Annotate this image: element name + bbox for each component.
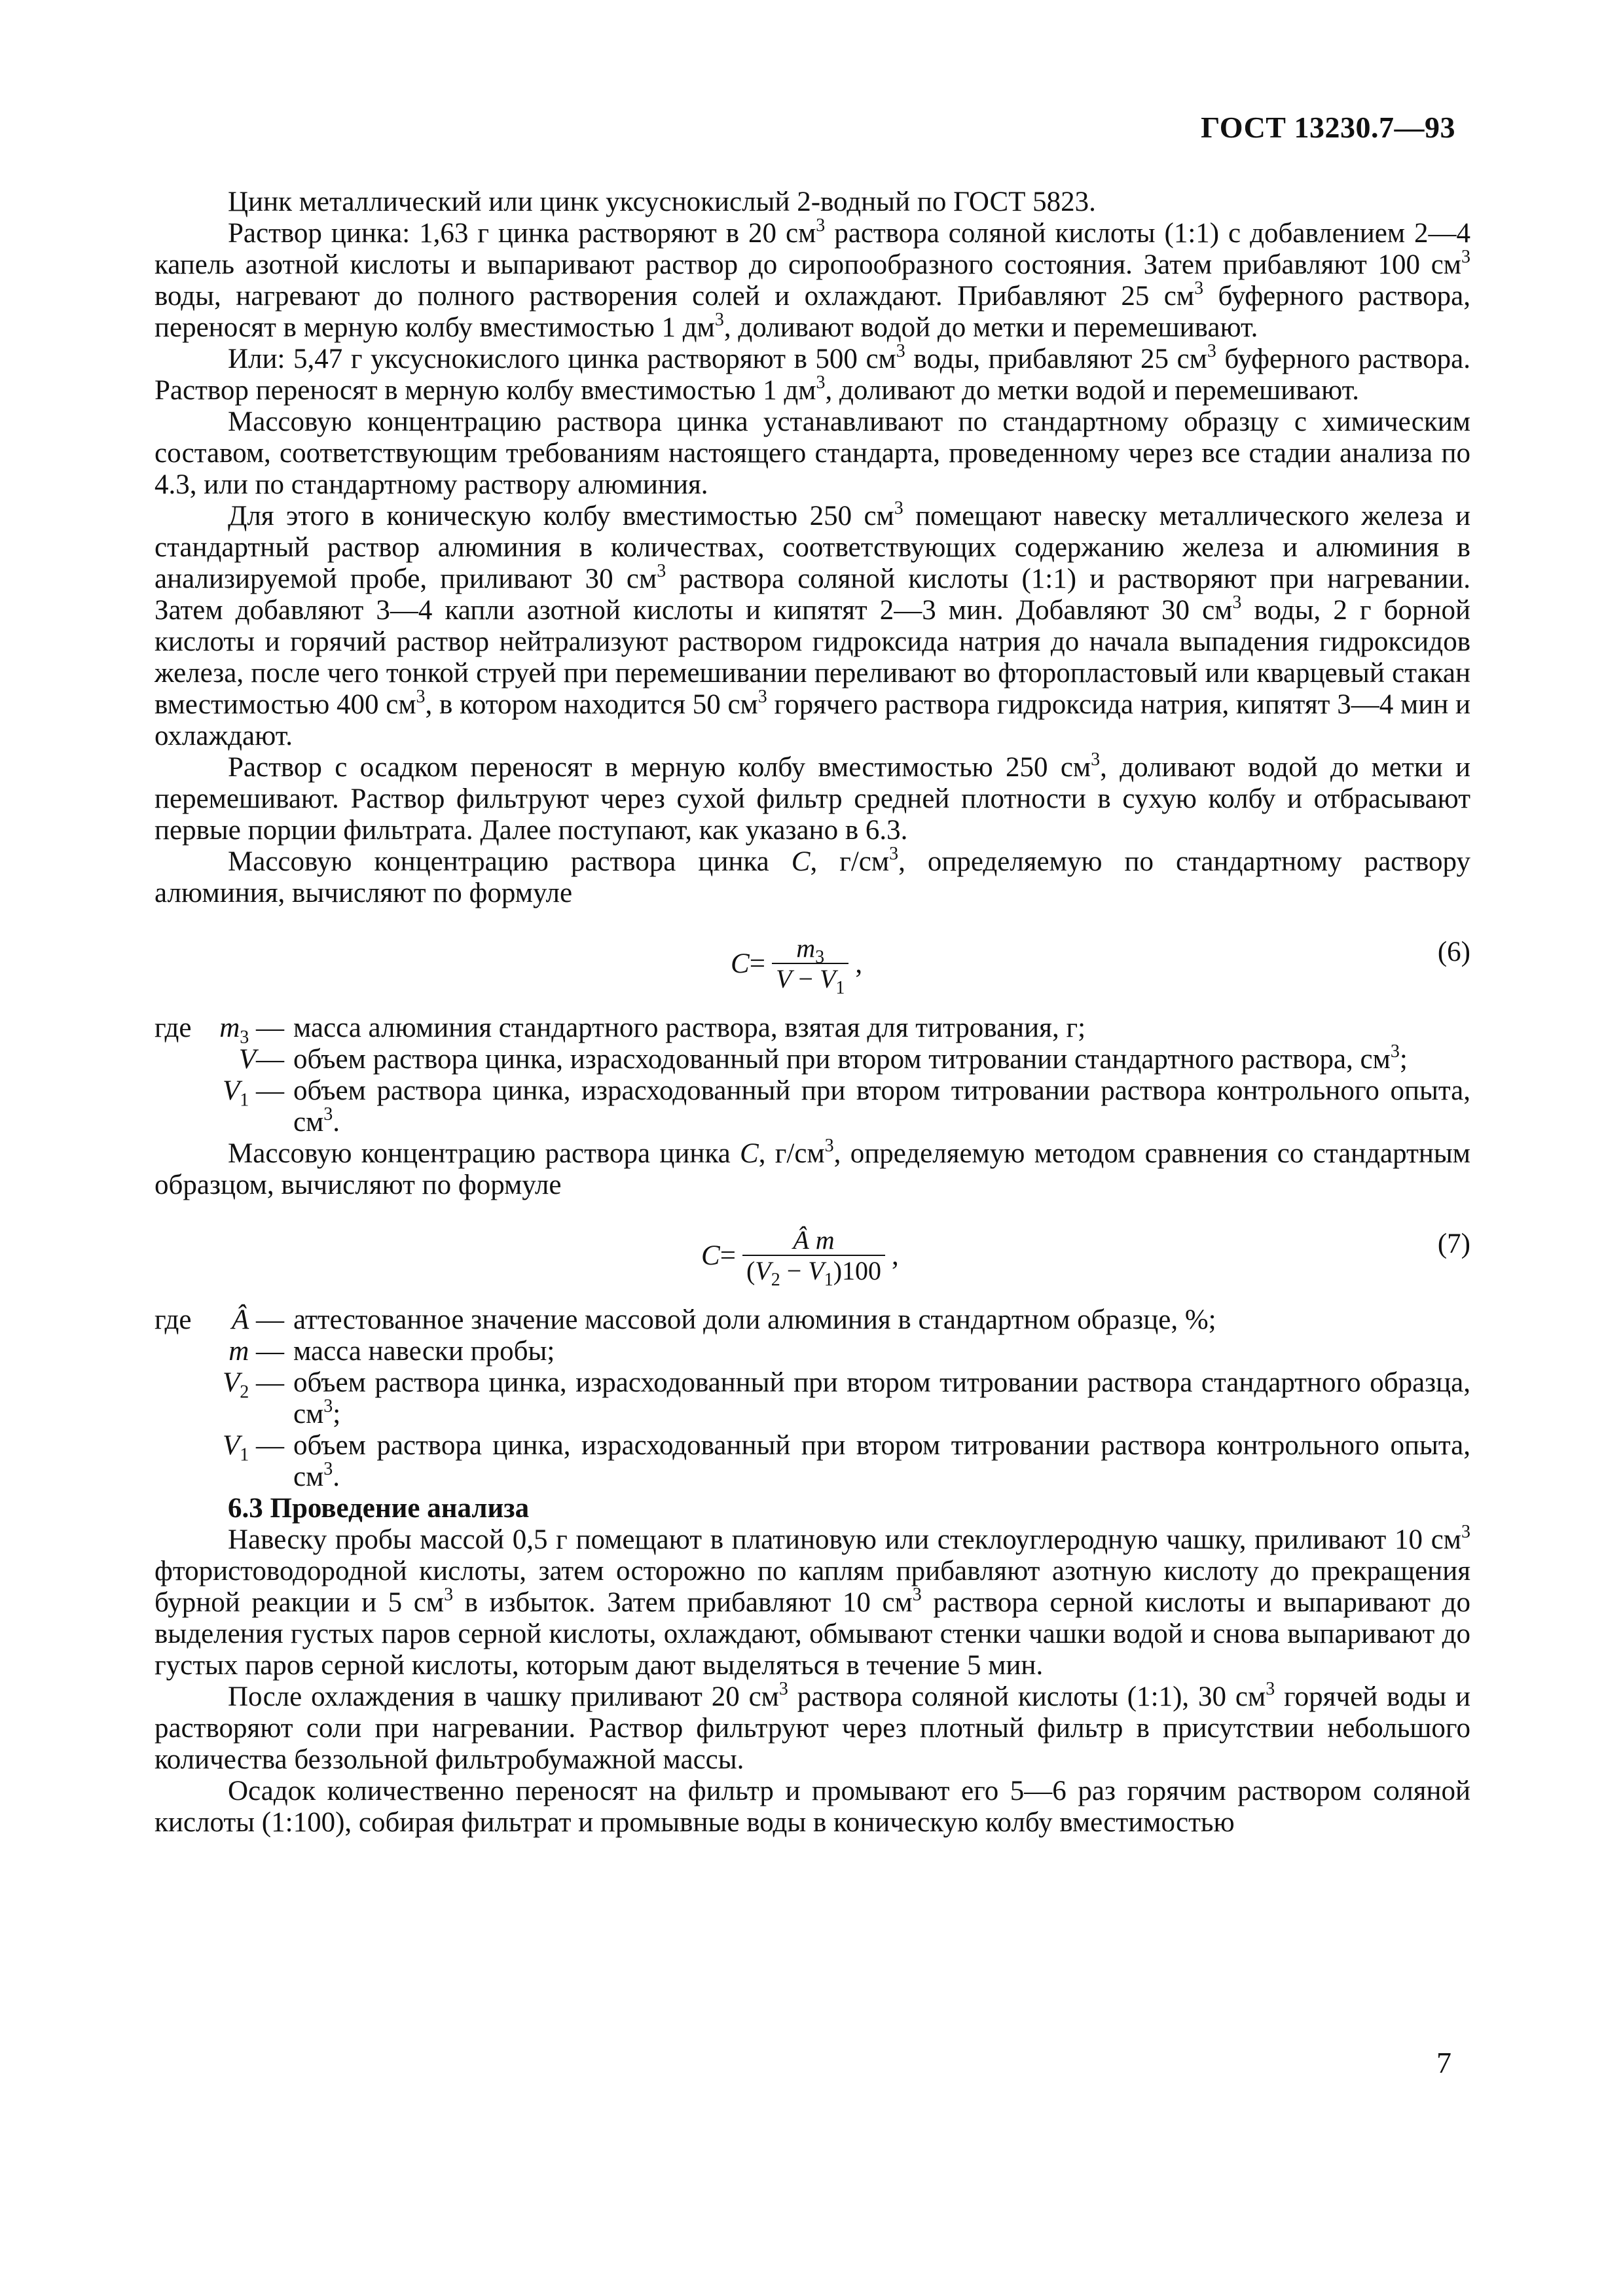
legend-row: где Â — аттестованное значение массовой доли алюминия в стандартном образце, %; [155, 1304, 1216, 1335]
legend-row: $V_1$ — объем раствора цинка, израсходованный при втором титровании раствора контрольного опыта, $см^3$. [222, 1430, 1470, 1492]
fraction: $\frac{\text{Â m}}{(V_2 - V_1)100}$ [742, 1226, 885, 1286]
paragraph-dissolution: После охлаждения в чашку приливают 20 $см^3$ раствора соляной кислоты (1:1), 30 $см^3$ горячей воды и растворяют соли при нагревании. Раствор фильтруют через плотный фильтр в присутствии небольшого количества беззольной фильтробумажной массы. [155, 1678, 1470, 1775]
page-body [155, 187, 1470, 1839]
legend-row: V— объем раствора цинка, израсходованный при втором титровании стандартного раствора, $см^3$; [238, 1041, 1408, 1075]
paragraph-zinc-solution: Раствор цинка: 1,63 г цинка растворяют в 20 $см^3$ раствора соляной кислоты (1:1) с добавлением 2—4 капель азотной кислоты и выпаривают раствор до сиропообразного состояния. Затем прибавляют 100 $см^3$ воды, нагревают до полного растворения солей и охлаждают. Прибавляют 25 $см^3$ буферного раствора, переносят в мерную колбу вместимостью 1 $дм^3$, доливают водой до метки и перемешивают. [155, 215, 1470, 343]
section-heading: 6.3 Проведение анализа [228, 1493, 530, 1524]
paragraph-zinc-acetate: Или: 5,47 г уксуснокислого цинка растворяют в 500 $см^3$ воды, прибавляют 25 $см^3$ буферного раствора. Раствор переносят в мерную колбу вместимостью 1 $дм^3$, доливают до метки водой и перемешивают. [155, 340, 1470, 406]
paragraph-filtration: Раствор с осадком переносят в мерную колбу вместимостью 250 $см^3$, доливают водой до метки и перемешивают. Раствор фильтруют через сухой фильтр средней плотности в сухую колбу и отбрасывают первые порции фильтрата. Далее поступают, как указано в 6.3. [155, 749, 1470, 846]
paragraph-procedure: Для этого в коническую колбу вместимостью 250 $см^3$ помещают навеску металлического железа и стандартный раствор алюминия в количествах, соответствующих содержанию железа и алюминия в анализируемой пробе, приливают 30 $см^3$ раствора соляной кислоты (1:1) и растворяют при нагревании. Затем добавляют 3—4 капли азотной кислоты и кипятят 2—3 мин. Добавляют 30 $см^3$ воды, 2 г борной кислоты и горячий раствор нейтрализуют раствором гидроксида натрия до начала выпадения гидроксидов железа, после чего тонкой струей при перемешивании переливают во фторопластовый или кварцевый стакан вместимостью 400 $см^3$, в котором находится 50 $см^3$ горячего раствора гидроксида натрия, кипятят 3—4 мин и охлаждают. [155, 497, 1471, 751]
paragraph-formula-intro-7: Массовую концентрацию раствора цинка C, $г/см^3$, определяемую методом сравнения со стандартным образцом, вычисляют по формуле [155, 1135, 1470, 1200]
paragraph-concentration-method: Массовую концентрацию раствора цинка устанавливают по стандартному образцу с химическим составом, соответствующим требованиям настоящего стандарта, проведенному через все стадии анализа по 4.3, или по стандартному раствору алюминия. [155, 406, 1470, 500]
formula-number: (7) [1437, 1229, 1470, 1259]
legend-row: где $m_3$ — масса алюминия стандартного раствора, взятая для титрования, г; [155, 1013, 1086, 1048]
formula-7: C = $\frac{\text{Â m}}{(V_2 - V_1)100}$ , (7) [701, 1225, 1470, 1290]
page-number: 7 [1436, 2046, 1451, 2079]
formula-number: (6) [1437, 937, 1470, 967]
legend-row: $V_1$ — объем раствора цинка, израсходованный при втором титровании раствора контрольного опыта, $см^3$. [222, 1075, 1470, 1138]
legend-row: $V_2$ — объем раствора цинка, израсходованный при втором титровании раствора стандартного образца, $см^3$; [222, 1367, 1470, 1429]
paragraph-formula-intro-6: Массовую концентрацию раствора цинка C, $г/см^3$, определяемую по стандартному раствору алюминия, вычисляют по формуле [155, 843, 1470, 908]
legend-row: m — масса навески пробы; [228, 1336, 555, 1367]
paragraph-zinc-reagent: Цинк металлический или цинк уксуснокислый 2-водный по ГОСТ 5823. [228, 187, 1096, 217]
fraction: $\frac{m_3}{V - V_1}$ [772, 934, 848, 994]
paragraph-sample-prep: Навеску пробы массой 0,5 г помещают в платиновую или стеклоуглеродную чашку, приливают 10 $см^3$ фтористоводородной кислоты, затем осторожно по каплям прибавляют азотную кислоту до прекращения бурной реакции и 5 $см^3$ в избыток. Затем прибавляют 10 $см^3$ раствора серной кислоты и выпаривают до выделения густых паров серной кислоты, охлаждают, обмывают стенки чашки водой и снова выпаривают до густых паров серной кислоты, которым дают выделяться в течение 5 мин. [155, 1521, 1470, 1681]
document-code-header: ГОСТ 13230.7—93 [1201, 111, 1455, 144]
paragraph-precipitate: Осадок количественно переносят на фильтр и промывают его 5—6 раз горячим раствором соляной кислоты (1:100), собирая фильтрат и промывные воды в коническую колбу вместимостью [155, 1776, 1470, 1838]
formula-6: C = $\frac{m_3}{V - V_1}$ , (6) [731, 933, 1470, 998]
formula-7-legend [155, 1304, 1470, 1493]
formula-6-legend [155, 1013, 1470, 1138]
